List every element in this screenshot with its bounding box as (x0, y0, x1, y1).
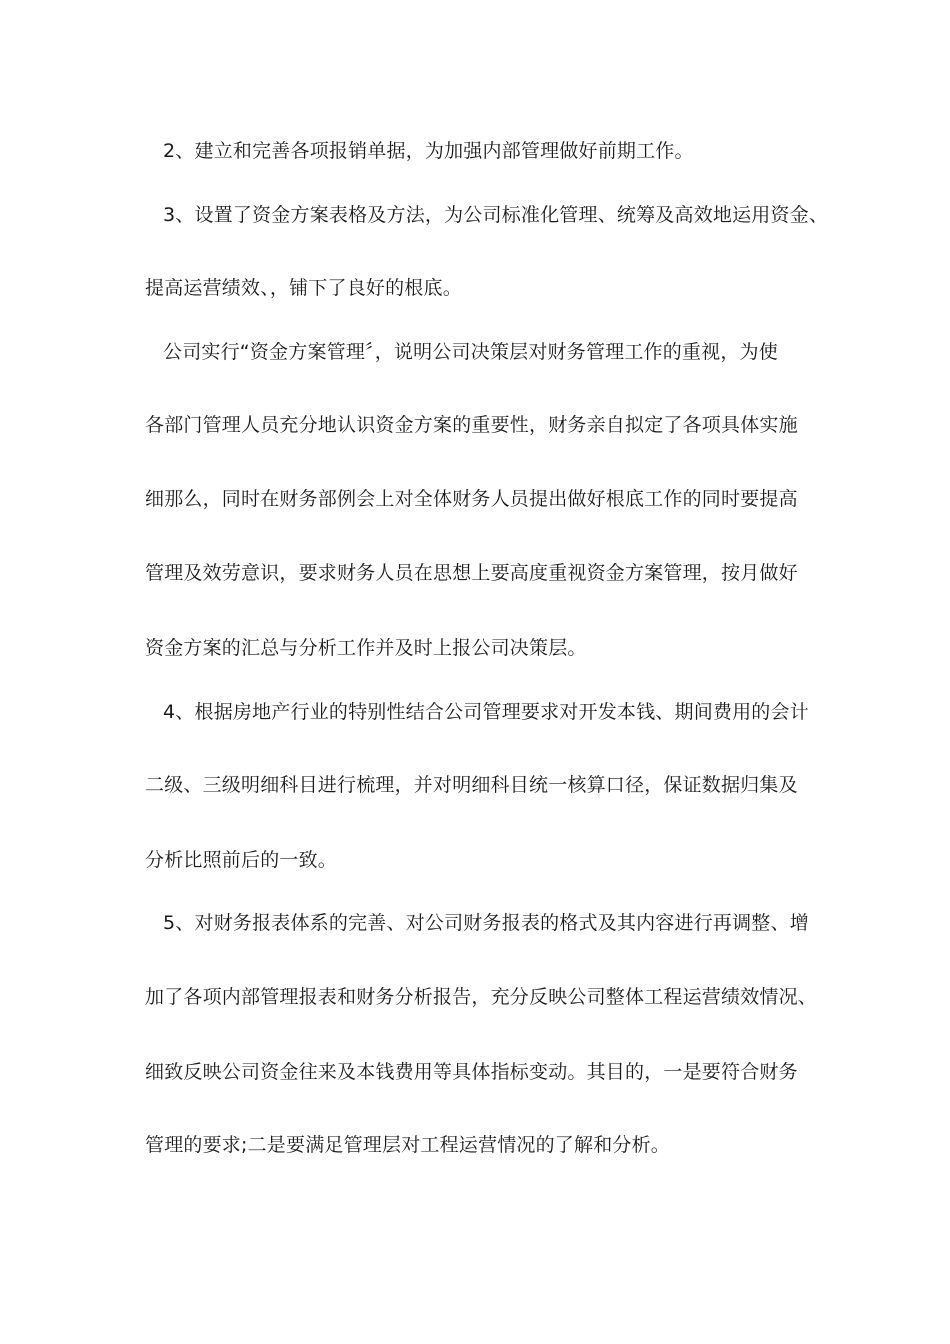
paragraph-line: 加了各项内部管理报表和财务分析报告，充分反映公司整体工程运营绩效情况、 (145, 986, 818, 1008)
paragraph-line: 细致反映公司资金往来及本钱费用等具体指标变动。其目的，一是要符合财务 (145, 1061, 798, 1083)
paragraph-line: 分析比照前后的一致。 (145, 849, 338, 871)
paragraph-line: 二级、三级明细科目进行梳理，并对明细科目统一核算口径，保证数据归集及 (145, 774, 798, 796)
paragraph-line: 3、设置了资金方案表格及方法，为公司标准化管理、统筹及高效地运用资金、 (163, 204, 829, 226)
paragraph-line: 资金方案的汇总与分析工作并及时上报公司决策层。 (145, 637, 587, 659)
paragraph-line: 细那么，同时在财务部例会上对全体财务人员提出做好根底工作的同时要提高 (145, 488, 798, 510)
paragraph-line: 4、根据房地产行业的特别性结合公司管理要求对开发本钱、期间费用的会计 (163, 701, 809, 723)
paragraph-line: 管理的要求;二是要满足管理层对工程运营情况的了解和分析。 (145, 1134, 671, 1156)
paragraph-line: 公司实行“资金方案管理〞，说明公司决策层对财务管理工作的重视，为使 (163, 341, 778, 363)
paragraph-line: 管理及效劳意识，要求财务人员在思想上要高度重视资金方案管理，按月做好 (145, 562, 798, 584)
paragraph-line: 提高运营绩效、，铺下了良好的根底。 (145, 277, 462, 299)
paragraph-line: 各部门管理人员充分地认识资金方案的重要性，财务亲自拟定了各项具体实施 (145, 414, 798, 436)
paragraph-line: 5、对财务报表体系的完善、对公司财务报表的格式及其内容进行再调整、增 (163, 912, 809, 934)
paragraph-line: 2、建立和完善各项报销单据，为加强内部管理做好前期工作。 (163, 140, 694, 162)
